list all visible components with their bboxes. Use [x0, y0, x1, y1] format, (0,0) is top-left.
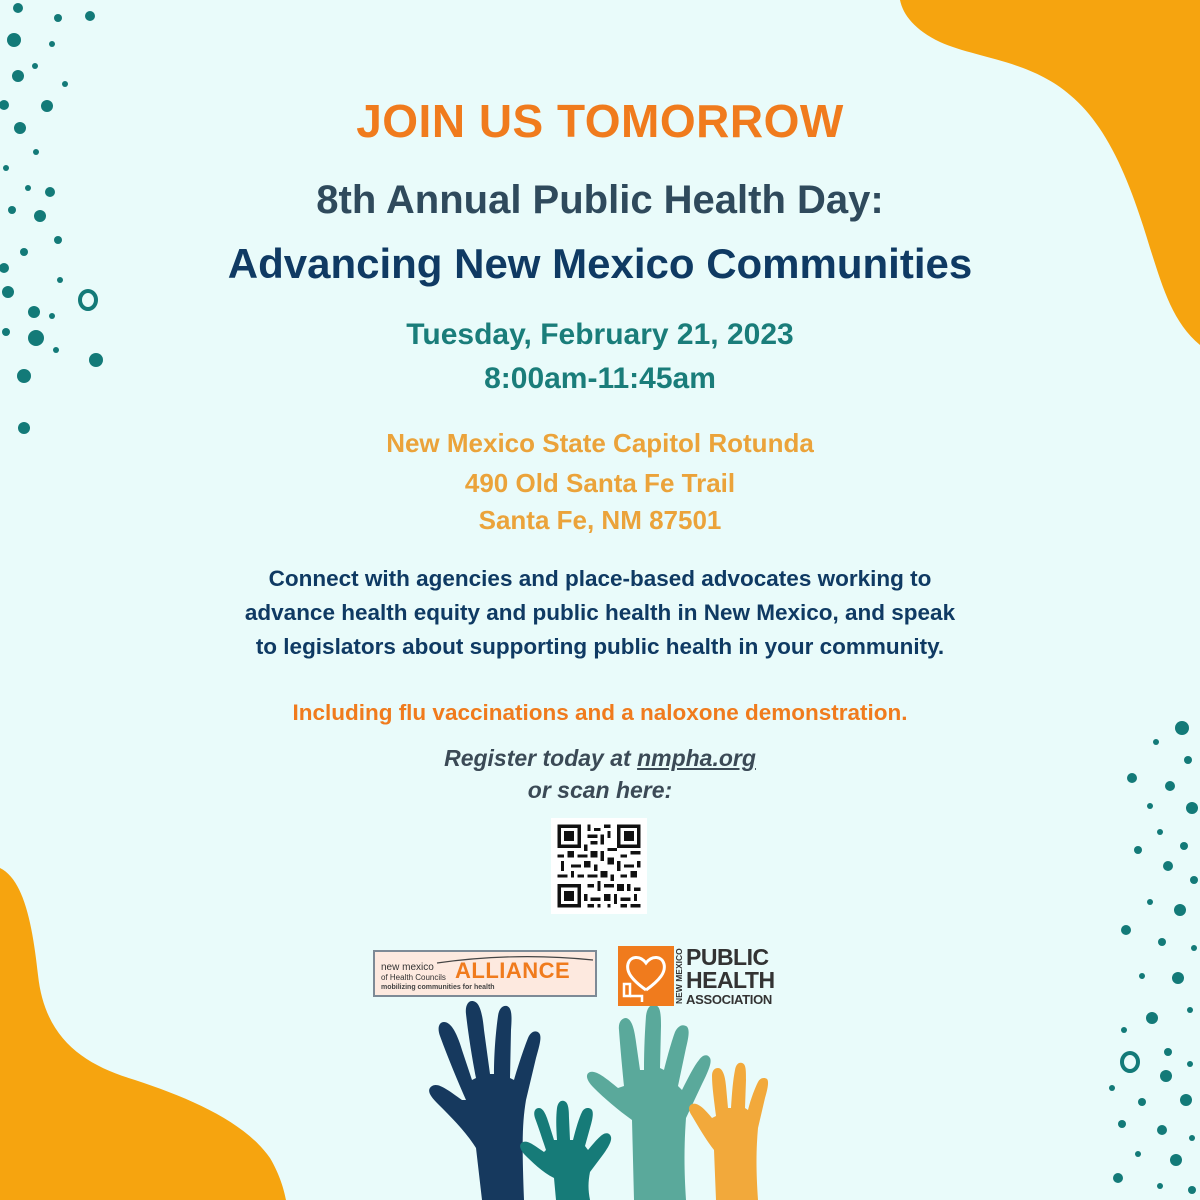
description-line: advance health equity and public health in New Mexico, and speak — [244, 600, 956, 625]
register-link[interactable]: nmpha.org — [637, 745, 756, 771]
nmpha-emblem — [618, 946, 674, 1006]
nmpha-vertical-label: NEW MEXICO — [674, 948, 684, 1004]
event-date: Tuesday, February 21, 2023 — [406, 318, 794, 351]
orange-blob-top-right — [900, 0, 1200, 345]
orange-blob-bottom-left — [0, 868, 286, 1200]
alliance-logo-word: ALLIANCE — [455, 958, 571, 983]
nmpha-word-public: PUBLIC — [686, 944, 769, 970]
alliance-logo-tagline: mobilizing communities for health — [381, 984, 495, 991]
register-callout — [0, 742, 1200, 806]
including-note: Including flu vaccinations and a naloxone demonstration. — [292, 700, 908, 725]
alliance-logo-nm: new mexico — [381, 962, 434, 973]
event-time: 8:00am-11:45am — [484, 362, 716, 395]
venue-address-city: Santa Fe, NM 87501 — [478, 505, 722, 535]
event-title-line1: 8th Annual Public Health Day: — [316, 178, 884, 222]
hand-navy — [429, 1001, 540, 1200]
description-line: Connect with agencies and place-based advocates working to — [268, 566, 932, 591]
qr-code[interactable] — [551, 818, 647, 914]
venue-address-street: 490 Old Santa Fe Trail — [464, 468, 736, 498]
register-prefix: Register today at — [444, 745, 638, 771]
alliance-logo-councils: of Health Councils — [381, 973, 446, 982]
nmpha-word-health: HEALTH — [686, 967, 775, 993]
register-line — [0, 742, 1200, 774]
hand-teal — [520, 1101, 611, 1200]
nm-public-health-association-logo — [618, 944, 803, 1008]
event-title-line2: Advancing New Mexico Communities — [227, 240, 973, 287]
nmpha-word-association: ASSOCIATION — [686, 992, 773, 1007]
kicker-heading: JOIN US TOMORROW — [356, 95, 844, 147]
scan-line: or scan here: — [527, 777, 673, 803]
teal-ring-dots — [80, 291, 1138, 1071]
raised-hands-illustration — [429, 1001, 768, 1200]
event-description — [0, 562, 1200, 664]
hand-sage — [587, 1005, 711, 1200]
description-line: to legislators about supporting public health in your community. — [255, 634, 945, 659]
heart-state-icon — [618, 946, 674, 1006]
event-venue: New Mexico State Capitol Rotunda — [386, 428, 814, 458]
nm-health-councils-alliance-logo — [373, 950, 597, 997]
